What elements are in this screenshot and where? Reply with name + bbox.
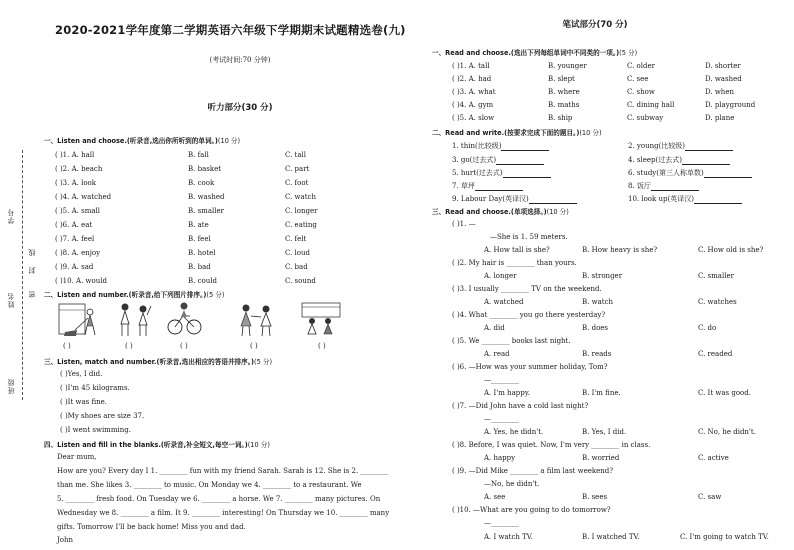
written-s3-title: 三、Read and choose.(单项选择。)(10 分): [432, 208, 569, 216]
letter-line-2: How are you? Every day I 1. ________ fun with my friend Sarah. Sarah is 12. She is 2. ________: [57, 467, 389, 475]
write-3-blank[interactable]: [496, 157, 544, 165]
r1-q2-b: B. slept: [548, 75, 575, 83]
binding-dashed-line: [22, 150, 23, 400]
r1-q5-d: D. plane: [705, 114, 735, 122]
l1-q1: ( )1. A. hall: [55, 151, 95, 159]
seal-char-line: 线: [28, 248, 36, 256]
page-title: 2020-2021学年度第二学期英语六年级下学期期末试题精选卷(九): [55, 23, 406, 37]
r1-q1-d: D. shorter: [705, 62, 741, 70]
l1-q10-b: B. could: [188, 277, 217, 285]
letter-line-4: 5. ________ fresh food. On Tuesday we 6. ________ a horse. We 7. ________ many pictures. On: [57, 495, 381, 503]
picture-4-friends: [236, 300, 278, 338]
l1-q4-b: B. washed: [188, 193, 225, 201]
l1-q5-c: C. longer: [285, 207, 318, 215]
mc-q2: ( )2. My hair is ________ than yours.: [452, 259, 577, 267]
match-item-3: ( )It was fine.: [60, 398, 108, 406]
letter-line-3: than me. She likes 3. ________ to music. On Monday we 4. ________ to a restaurant. We: [57, 481, 362, 489]
picture-blank-3[interactable]: ( ): [180, 342, 188, 350]
l1-q2-b: B. basket: [188, 165, 222, 173]
match-item-2: ( )I'm 45 kilograms.: [60, 384, 130, 392]
l1-q3: ( )3. A. look: [55, 179, 97, 187]
match-item-5: ( )I went swimming.: [60, 426, 131, 434]
written-s1-title: 一、Read and choose.(选出下列每组单词中不同类的一项。)(5 分): [432, 49, 638, 57]
r1-q4-d: D. playground: [705, 101, 756, 109]
l1-q7-c: C. felt: [285, 235, 307, 243]
mc-q5-b: B. reads: [582, 350, 612, 358]
mc-q4: ( )4. What ________ you go there yesterday?: [452, 311, 606, 319]
r1-q3-d: D. when: [705, 88, 734, 96]
mc-q3: ( )3. I usually ________ TV on the weekend.: [452, 285, 602, 293]
l1-q8-b: B. hotel: [188, 249, 216, 257]
mc-q8: ( )8. Before, I was quiet. Now, I'm very ________ in class.: [452, 441, 651, 449]
r1-q3: ( )3. A. what: [452, 88, 496, 96]
r1-q5-c: C. subway: [627, 114, 664, 122]
mc-q6: ( )6. —How was your summer holiday, Tom?: [452, 363, 608, 371]
picture-5-classroom: [300, 300, 342, 338]
l1-q1-b: B. fall: [188, 151, 209, 159]
picture-1-cleaning: [57, 300, 99, 338]
picture-2-boys-talking: [113, 300, 155, 338]
seal-char-feng: 封: [28, 266, 36, 274]
listening-s3-title: 三、Listen, match and number.(听录音,选出相应的答语并排序。)(5 分): [44, 358, 273, 366]
picture-blank-4[interactable]: ( ): [250, 342, 258, 350]
l1-q10: ( )10. A. would: [55, 277, 107, 285]
mc-q4-b: B. does: [582, 324, 609, 332]
l1-q7: ( )7. A. feel: [55, 235, 95, 243]
mc-q7: ( )7. —Did John have a cold last night?: [452, 402, 589, 410]
mc-q6-a: A. I'm happy.: [484, 389, 530, 397]
r1-q4-c: C. dining hall: [627, 101, 675, 109]
letter-line-1: Dear mum,: [57, 453, 97, 461]
r1-q2-c: C. see: [627, 75, 649, 83]
r1-q4: ( )4. A. gym: [452, 101, 494, 109]
class-label: 班级: [7, 378, 15, 394]
mc-q2-c: C. smaller: [698, 272, 734, 280]
mc-q10-sub: —________: [484, 519, 519, 527]
l1-q6-c: C. eating: [285, 221, 317, 229]
mc-q8-a: A. happy: [484, 454, 516, 462]
seal-char-mi: 密: [28, 290, 36, 298]
write-9-blank[interactable]: [529, 196, 577, 204]
mc-q2-b: B. stronger: [582, 272, 623, 280]
mc-q6-sub: —________: [484, 376, 519, 384]
l1-q5: ( )5. A. small: [55, 207, 100, 215]
mc-q10-b: B. I watched TV.: [582, 533, 640, 541]
exam-time: (考试时间:70 分钟): [209, 56, 271, 64]
write-6: 6. study(第三人称单数): [628, 168, 752, 178]
mc-q3-c: C. watches: [698, 298, 737, 306]
picture-blank-5[interactable]: ( ): [318, 342, 326, 350]
mc-q5-c: C. readed: [698, 350, 733, 358]
l1-q4: ( )4. A. watched: [55, 193, 112, 201]
l1-q9-b: B. bad: [188, 263, 211, 271]
mc-q1-c: C. How old is she?: [698, 246, 764, 254]
l1-q6-b: B. ate: [188, 221, 209, 229]
r1-q1: ( )1. A. tall: [452, 62, 490, 70]
write-10-blank[interactable]: [694, 196, 742, 204]
picture-blank-2[interactable]: ( ): [125, 342, 133, 350]
mc-q1-a: A. How tall is she?: [484, 246, 550, 254]
l1-q3-c: C. foot: [285, 179, 309, 187]
mc-q1-b: B. How heavy is she?: [582, 246, 658, 254]
l1-q1-c: C. tall: [285, 151, 307, 159]
write-2-blank[interactable]: [685, 143, 733, 151]
mc-q9-c: C. saw: [698, 493, 722, 501]
mc-q9-a: A. see: [484, 493, 506, 501]
mc-q6-b: B. I'm fine.: [582, 389, 621, 397]
l1-q4-c: C. watch: [285, 193, 316, 201]
listening-s2-title: 二、Listen and number.(听录音,给下列图片排序。)(5 分): [44, 291, 225, 299]
mc-q9: ( )9. —Did Mike ________ a film last weekend?: [452, 467, 614, 475]
mc-q5-a: A. read: [484, 350, 510, 358]
r1-q1-c: C. older: [627, 62, 655, 70]
r1-q1-b: B. younger: [548, 62, 587, 70]
l1-q5-b: B. smaller: [188, 207, 224, 215]
l1-q2-c: C. part: [285, 165, 310, 173]
r1-q5-b: B. ship: [548, 114, 573, 122]
mc-q5: ( )5. We ________ books last night.: [452, 337, 571, 345]
mc-q10: ( )10. —What are you going to do tomorrow?: [452, 506, 611, 514]
mc-q10-a: A. I watch TV.: [484, 533, 533, 541]
r1-q3-c: C. show: [627, 88, 655, 96]
binding-margin: [0, 0, 40, 550]
write-10: 10. look up(英译汉): [628, 194, 742, 204]
l1-q9-c: C. bad: [285, 263, 308, 271]
write-7: 7. 草坪: [452, 181, 523, 191]
mc-q7-sub: —________: [484, 415, 519, 423]
write-1: 1. thin(比较级): [452, 141, 549, 151]
mc-q4-a: A. did: [484, 324, 505, 332]
write-7-blank[interactable]: [475, 183, 523, 191]
letter-line-5: Wednesday we 8. ________ a film. It 9. ________ interesting! On Thursday we 10. ________ many: [57, 509, 390, 517]
l1-q6: ( )6. A. eat: [55, 221, 93, 229]
mc-q9-b: B. sees: [582, 493, 608, 501]
letter-signature: John: [57, 536, 74, 544]
mc-q7-b: B. Yes, I did.: [582, 428, 627, 436]
mc-q8-c: C. active: [698, 454, 729, 462]
r1-q4-b: B. maths: [548, 101, 580, 109]
mc-q7-a: A. Yes, he didn't.: [484, 428, 544, 436]
student-no-label: 学号: [7, 208, 15, 224]
l1-q10-c: C. sound: [285, 277, 316, 285]
mc-q3-b: B. watch: [582, 298, 614, 306]
l1-q8-c: C. loud: [285, 249, 310, 257]
write-5-blank[interactable]: [503, 170, 551, 178]
listening-s1-title: 一、Listen and choose.(听录音,选出你所听到的单词。)(10 分): [44, 137, 241, 145]
name-label: 姓名: [7, 292, 15, 308]
picture-blank-1[interactable]: ( ): [63, 342, 71, 350]
mc-q10-c: C. I'm going to watch TV.: [680, 533, 769, 541]
mc-q3-a: A. watched: [484, 298, 524, 306]
mc-q1-sub: —She is 1. 59 meters.: [490, 233, 568, 241]
r1-q2: ( )2. A. had: [452, 75, 492, 83]
written-heading: 笔试部分(70 分): [562, 20, 628, 30]
mc-q4-c: C. do: [698, 324, 717, 332]
mc-q2-a: A. longer: [484, 272, 517, 280]
mc-q6-c: C. It was good.: [698, 389, 751, 397]
l1-q8: ( )8. A. enjoy: [55, 249, 101, 257]
write-4-blank[interactable]: [682, 157, 730, 165]
write-3: 3. go(过去式): [452, 155, 544, 165]
picture-3-bike: [163, 300, 205, 338]
mc-q1: ( )1. —: [452, 220, 476, 228]
match-item-1: ( )Yes, I did.: [60, 370, 103, 378]
l1-q2: ( )2. A. beach: [55, 165, 103, 173]
l1-q9: ( )9. A. sad: [55, 263, 94, 271]
mc-q9-sub: —No, he didn't.: [484, 480, 540, 488]
write-2: 2. young(比较级): [628, 141, 733, 151]
r1-q3-b: B. where: [548, 88, 580, 96]
mc-q8-b: B. worried: [582, 454, 620, 462]
letter-line-6: gifts. Tomorrow I'll be back home! Miss you and dad.: [57, 523, 246, 531]
write-1-blank[interactable]: [501, 143, 549, 151]
l1-q3-b: B. cook: [188, 179, 215, 187]
mc-q7-c: C. No, he didn't.: [698, 428, 756, 436]
l1-q7-b: B. feel: [188, 235, 211, 243]
match-item-4: ( )My shoes are size 37.: [60, 412, 145, 420]
write-9: 9. Labour Day(英译汉): [452, 194, 577, 204]
written-s2-title: 二、Read and write.(按要求完成下面的题目。)(10 分): [432, 129, 602, 137]
write-6-blank[interactable]: [704, 170, 752, 178]
write-4: 4. sleep(过去式): [628, 155, 730, 165]
r1-q2-d: D. washed: [705, 75, 742, 83]
write-8: 8. 饭厅: [628, 181, 699, 191]
listening-s4-title: 四、Listen and fill in the blanks.(听录音,补全短文,每空一词。)(10 分): [44, 441, 270, 449]
listening-heading: 听力部分(30 分): [207, 103, 273, 113]
write-8-blank[interactable]: [651, 183, 699, 191]
r1-q5: ( )5. A. slow: [452, 114, 495, 122]
write-5: 5. hurt(过去式): [452, 168, 551, 178]
